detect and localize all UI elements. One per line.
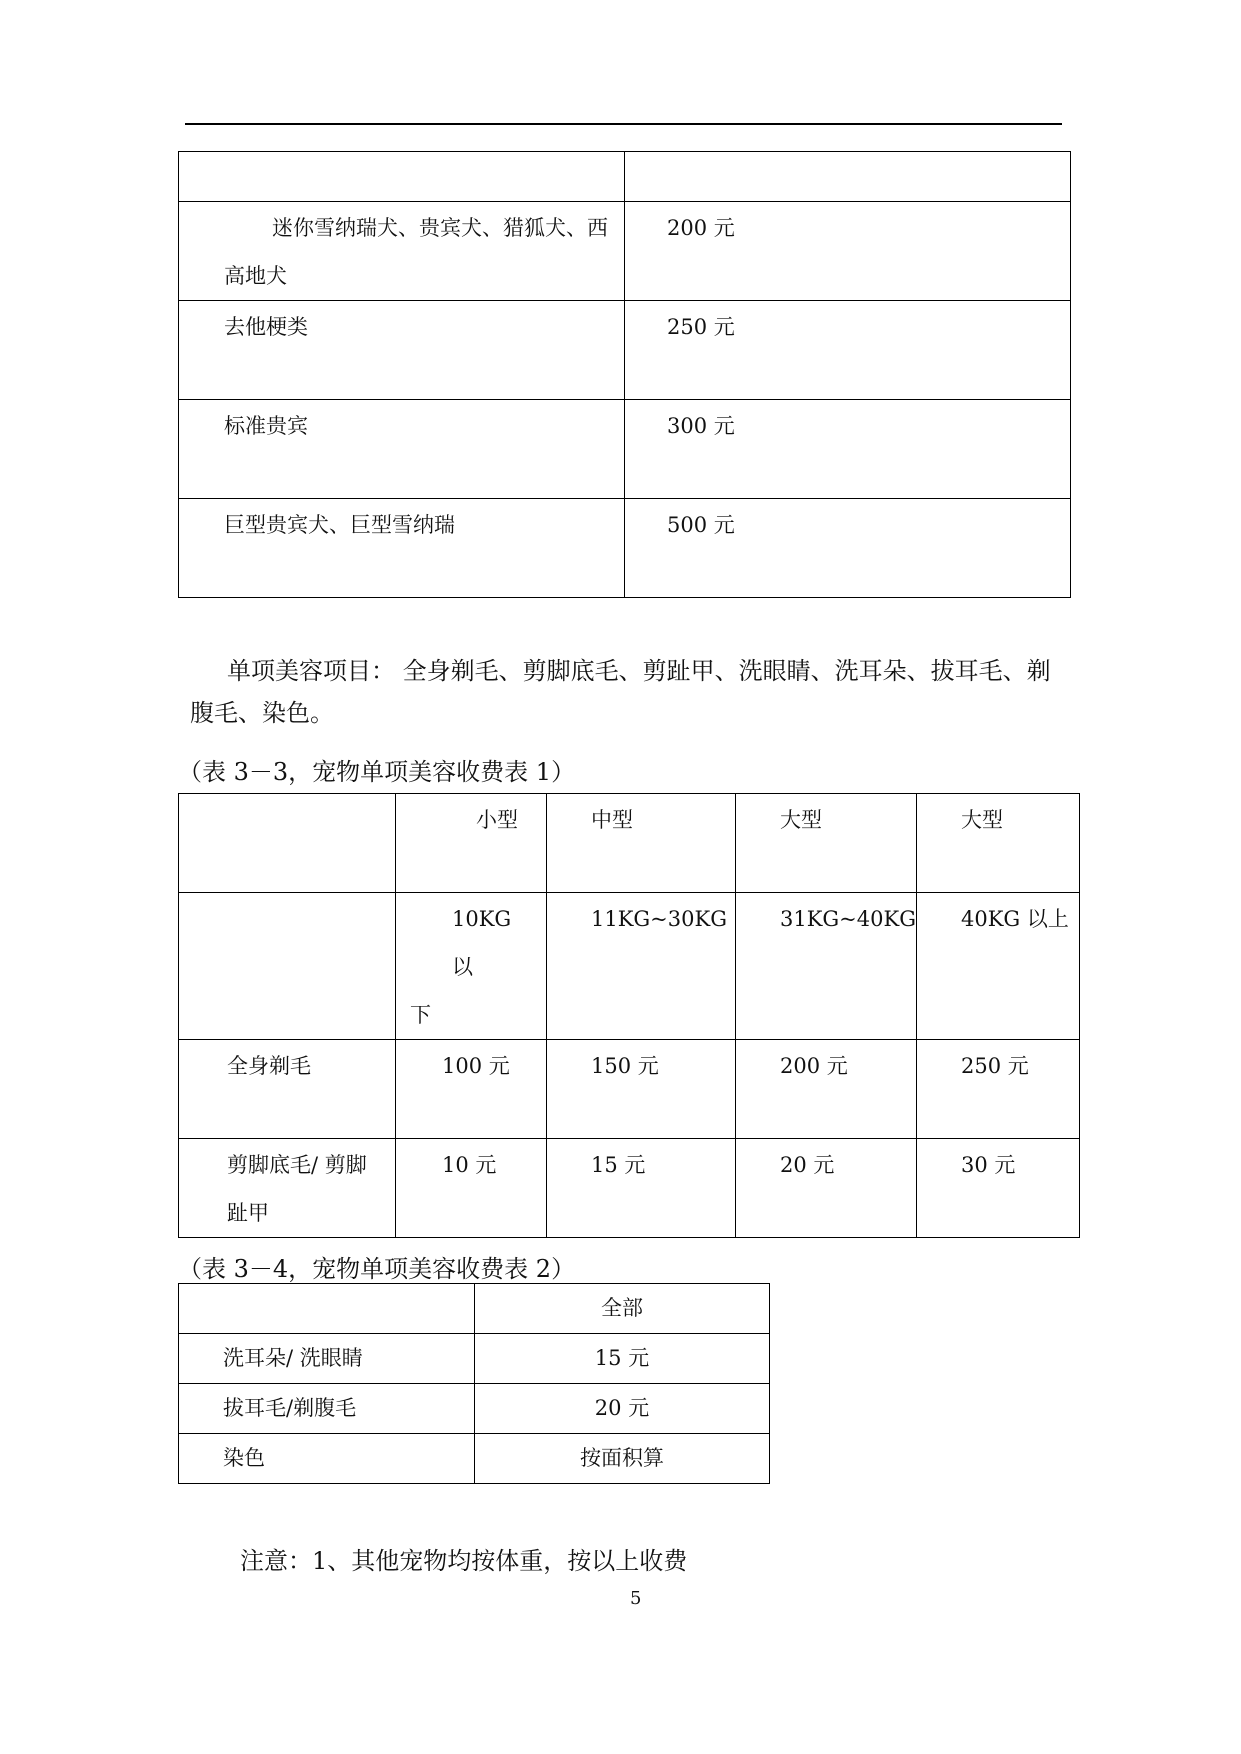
- header-cell: 小型: [396, 794, 547, 893]
- header-cell: [179, 794, 396, 893]
- service-name-cell: 剪脚底毛/ 剪脚趾甲: [179, 1139, 396, 1238]
- weight-range-row: [179, 893, 1080, 1040]
- price-cell: 20 元: [475, 1384, 770, 1434]
- table-cell: 11KG~30KG: [547, 893, 736, 1040]
- price-cell: 300 元: [625, 400, 1071, 499]
- table-row: [179, 152, 1071, 202]
- table-row: [179, 1334, 770, 1384]
- price-cell: 250 元: [625, 301, 1071, 400]
- table-cell: [179, 893, 396, 1040]
- grooming-price-table: [178, 151, 1071, 598]
- breed-cell: 迷你雪纳瑞犬、贵宾犬、猎狐犬、西高地犬: [179, 202, 625, 301]
- breed-cell: 巨型贵宾犬、巨型雪纳瑞: [179, 499, 625, 598]
- price-cell: 150 元: [547, 1040, 736, 1139]
- breed-cell: [179, 152, 625, 202]
- table-row: [179, 301, 1071, 400]
- table-row: [179, 202, 1071, 301]
- table-cell: [396, 893, 547, 1040]
- header-cell: 全部: [475, 1284, 770, 1334]
- service-name-cell: 染色: [179, 1434, 475, 1484]
- price-cell: 30 元: [916, 1139, 1079, 1238]
- weight-range-text: 下: [410, 1003, 431, 1027]
- page-number: 5: [630, 1588, 642, 1609]
- table-row: [179, 1139, 1080, 1238]
- table-header-row: [179, 1284, 770, 1334]
- header-cell: 大型: [916, 794, 1079, 893]
- table-cell: 31KG~40KG: [736, 893, 917, 1040]
- table-caption: （表 3－4，宠物单项美容收费表 2）: [178, 1255, 576, 1283]
- price-cell: 15 元: [547, 1139, 736, 1238]
- price-cell: 200 元: [736, 1040, 917, 1139]
- header-rule: [185, 123, 1062, 125]
- service-name-cell: 洗耳朵/ 洗眼睛: [179, 1334, 475, 1384]
- price-cell: 按面积算: [475, 1434, 770, 1484]
- table-caption: （表 3－3，宠物单项美容收费表 1）: [178, 758, 576, 786]
- breed-cell: 标准贵宾: [179, 400, 625, 499]
- single-service-intro: 单项美容项目： 全身剃毛、剪脚底毛、剪趾甲、洗眼睛、洗耳朵、拔耳毛、剃腹毛、染色。: [190, 657, 1051, 727]
- single-service-fee-table-2: [178, 1283, 770, 1484]
- table-row: [179, 400, 1071, 499]
- header-cell: [179, 1284, 475, 1334]
- single-service-fee-table-1: [178, 793, 1080, 1238]
- price-cell: 10 元: [396, 1139, 547, 1238]
- pricing-note: 注意：1、其他宠物均按体重，按以上收费: [240, 1547, 688, 1575]
- price-cell: 20 元: [736, 1139, 917, 1238]
- service-name-cell: 全身剃毛: [179, 1040, 396, 1139]
- price-cell: 100 元: [396, 1040, 547, 1139]
- header-cell: 中型: [547, 794, 736, 893]
- price-cell: 250 元: [916, 1040, 1079, 1139]
- service-name-cell: 拔耳毛/剃腹毛: [179, 1384, 475, 1434]
- breed-cell: 去他梗类: [179, 301, 625, 400]
- table-cell: 40KG 以上: [916, 893, 1079, 1040]
- weight-range-text: 10KG 以: [452, 907, 533, 979]
- header-cell: 大型: [736, 794, 917, 893]
- table-row: [179, 499, 1071, 598]
- table-row: [179, 1040, 1080, 1139]
- table-row: [179, 1434, 770, 1484]
- price-cell: 500 元: [625, 499, 1071, 598]
- table-header-row: [179, 794, 1080, 893]
- table-row: [179, 1384, 770, 1434]
- price-cell: [625, 152, 1071, 202]
- price-cell: 200 元: [625, 202, 1071, 301]
- price-cell: 15 元: [475, 1334, 770, 1384]
